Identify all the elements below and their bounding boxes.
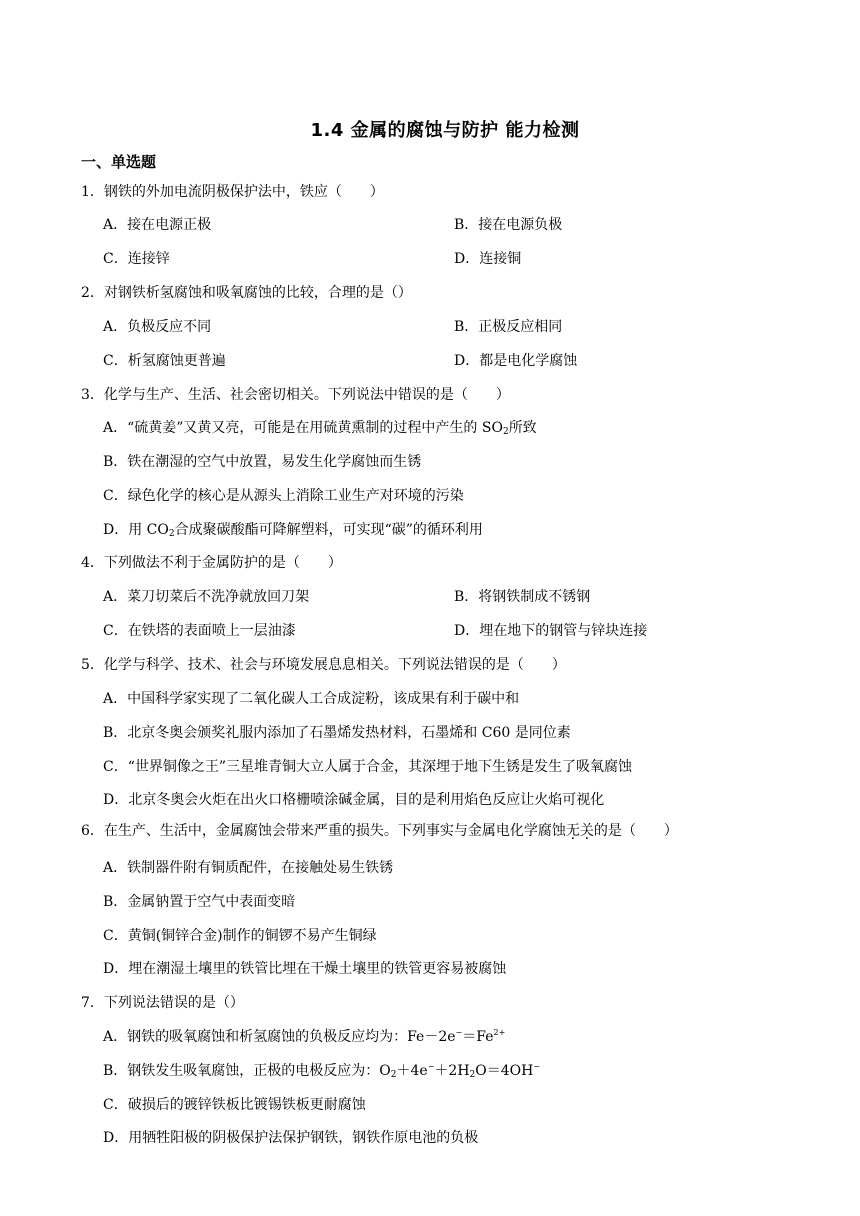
- question-6-stem: 6．在生产、生活中，金属腐蚀会带来严重的损失。下列事实与金属电化学腐蚀无关的是（ ）: [81, 823, 678, 839]
- question-7-option-a: A．钢铁的吸氧腐蚀和析氢腐蚀的负极反应均为：$Fe-2e^-=Fe^{2+}$: [103, 1028, 506, 1045]
- question-3-option-b: B．铁在潮湿的空气中放置，易发生化学腐蚀而生锈: [103, 454, 422, 470]
- question-5-option-c: C．“世界铜像之王”三星堆青铜大立人属于合金，其深埋于地下生锈是发生了吸氧腐蚀: [103, 759, 633, 775]
- question-3-option-d: D．用 $CO_2$合成聚碳酸酯可降解塑料，可实现“碳”的循环利用: [103, 522, 483, 539]
- question-1-option-a: A．接在电源正极: [103, 217, 212, 233]
- question-2-option-b: B．正极反应相同: [454, 319, 563, 335]
- question-6-option-b: B．金属钠置于空气中表面变暗: [103, 894, 296, 910]
- question-4-option-d: D．埋在地下的钢管与锌块连接: [454, 623, 648, 639]
- question-6-option-d: D．埋在潮湿土壤里的铁管比埋在干燥土壤里的铁管更容易被腐蚀: [103, 961, 507, 977]
- question-6-option-a: A．铁制器件附有铜质配件，在接触处易生铁锈: [103, 860, 394, 876]
- section-heading: 一、单选题: [81, 153, 157, 171]
- question-5-option-b: B．北京冬奥会颁奖礼服内添加了石墨烯发热材料，石墨烯和 C60 是同位素: [103, 725, 571, 741]
- question-4-option-c: C．在铁塔的表面喷上一层油漆: [103, 623, 296, 639]
- question-2-stem: 2．对钢铁析氢腐蚀和吸氧腐蚀的比较，合理的是（）: [81, 285, 412, 301]
- question-7-stem: 7．下列说法错误的是（）: [81, 995, 244, 1011]
- question-7-option-b: B．钢铁发生吸氧腐蚀，正极的电极反应为：$O_2+4e^-+2H_2O=4OH^-$: [103, 1062, 541, 1080]
- question-3-option-c: C．绿色化学的核心是从源头上消除工业生产对环境的污染: [103, 488, 464, 504]
- question-2-option-a: A．负极反应不同: [103, 319, 212, 335]
- question-2-option-d: D．都是电化学腐蚀: [454, 353, 578, 369]
- question-4-option-a: A．菜刀切菜后不洗净就放回刀架: [103, 589, 310, 605]
- question-3-stem: 3．化学与生产、生活、社会密切相关。下列说法中错误的是（ ）: [81, 387, 510, 403]
- question-1-option-b: B．接在电源负极: [454, 217, 563, 233]
- question-1-option-d: D．连接铜: [454, 251, 522, 267]
- question-5-option-a: A．中国科学家实现了二氧化碳人工合成淀粉，该成果有利于碳中和: [103, 691, 520, 707]
- question-4-stem: 4．下列做法不利于金属防护的是（ ）: [81, 555, 342, 571]
- question-1-option-c: C．连接锌: [103, 251, 170, 267]
- question-2-option-c: C．析氢腐蚀更普遍: [103, 353, 226, 369]
- question-1-stem: 1．钢铁的外加电流阴极保护法中，铁应（ ）: [81, 184, 384, 200]
- question-5-stem: 5．化学与科学、技术、社会与环境发展息息相关。下列说法错误的是（ ）: [81, 657, 566, 673]
- question-7-option-c: C．破损后的镀锌铁板比镀锡铁板更耐腐蚀: [103, 1097, 366, 1113]
- document-title: 1.4 金属的腐蚀与防护 能力检测: [310, 120, 580, 141]
- question-4-option-b: B．将钢铁制成不锈钢: [454, 589, 591, 605]
- question-3-option-a: A．“硫黄姜”又黄又亮，可能是在用硫黄熏制的过程中产生的 $SO_2$所致: [103, 420, 537, 437]
- question-7-option-d: D．用牺牲阳极的阴极保护法保护钢铁，钢铁作原电池的负极: [103, 1130, 479, 1146]
- question-6-option-c: C．黄铜(铜锌合金)制作的铜锣不易产生铜绿: [103, 928, 377, 944]
- question-5-option-d: D．北京冬奥会火炬在出火口格栅喷涂碱金属，目的是利用焰色反应让火焰可视化: [103, 792, 605, 808]
